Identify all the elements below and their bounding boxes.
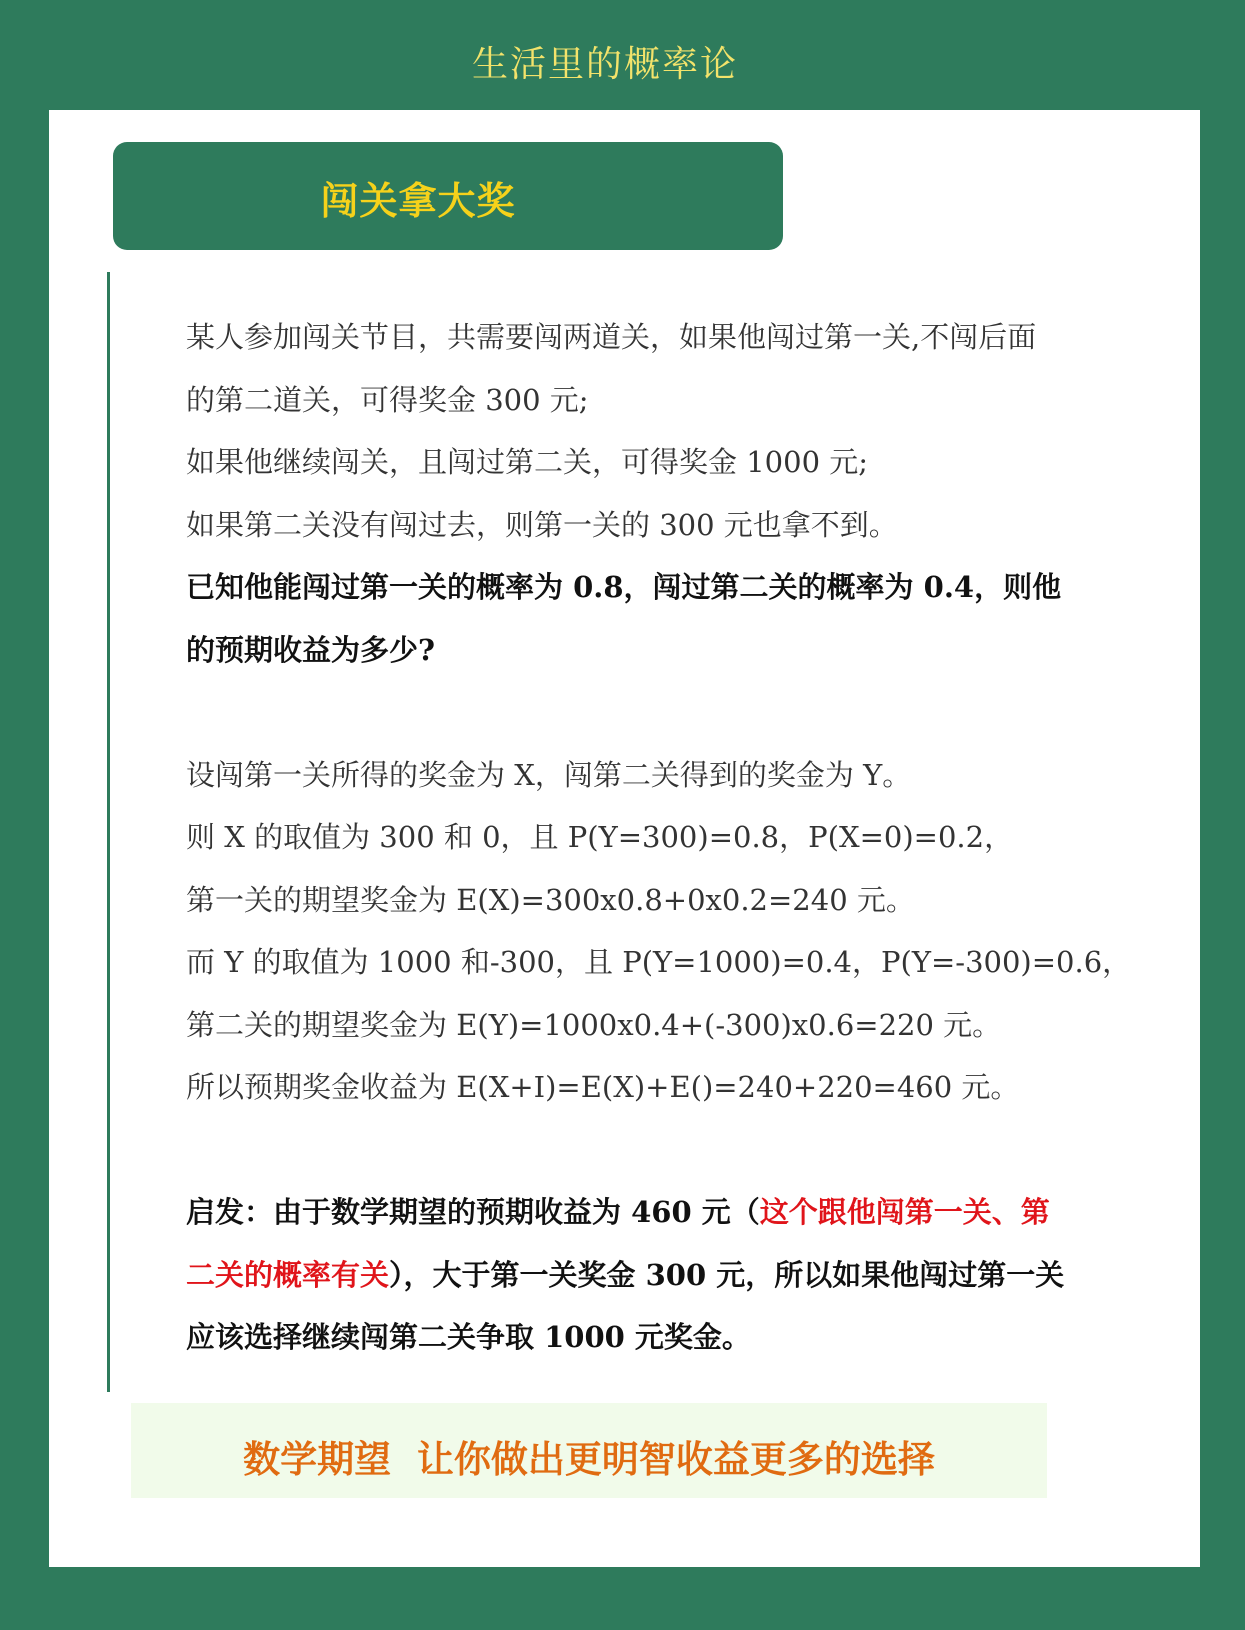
problem-line-4: 如果第二关没有闯过去，则第一关的 300 元也拿不到。 [186, 507, 898, 542]
spacer [186, 1119, 1176, 1182]
solution-line-4: 而 Y 的取值为 1000 和-300，且 P(Y=1000)=0.4，P(Y=-300)=0.6， [186, 945, 1132, 979]
insight-highlight-1: 这个跟他闯第一关、第 [759, 1195, 1050, 1229]
article-body [186, 306, 1176, 1369]
slogan-box [131, 1403, 1047, 1498]
insight-text-1: 启发：由于数学期望的预期收益为 460 元（ [186, 1195, 760, 1229]
page-title: 生活里的概率论 [471, 44, 738, 85]
solution-line-5: 第二关的期望奖金为 E(Y)=1000x0.4+(-300)x0.6=220 元。 [186, 1007, 1002, 1042]
problem-line-2: 的第二道关，可得奖金 300 元; [186, 382, 589, 417]
solution-line-1: 设闯第一关所得的奖金为 X，闯第二关得到的奖金为 Y。 [186, 757, 912, 792]
insight-text-2: ），大于第一关奖金 300 元，所以如果他闯过第一关 [389, 1257, 1065, 1292]
solution-line-6: 所以预期奖金收益为 E(X+I)=E(X)+E()=240+220=460 元。 [186, 1070, 1020, 1104]
section-banner [113, 142, 783, 250]
question-line-1: 已知他能闯过第一关的概率为 0.8，闯过第二关的概率为 0.4，则他 [186, 570, 1062, 604]
insight-highlight-2: 二关的概率有关 [186, 1257, 390, 1292]
slogan-text: 数学期望 让你做出更明智收益更多的选择 [243, 1438, 935, 1481]
solution-line-3: 第一关的期望奖金为 E(X)=300x0.8+0x0.2=240 元。 [186, 882, 915, 917]
insight-text-3: 应该选择继续闯第二关争取 1000 元奖金。 [186, 1320, 751, 1354]
side-divider [107, 272, 110, 1392]
insight-paragraph [186, 1181, 1176, 1369]
problem-line-3: 如果他继续闯关，且闯过第二关，可得奖金 1000 元; [186, 445, 869, 479]
question-line-2: 的预期收益为多少? [186, 632, 435, 667]
spacer [186, 681, 1176, 744]
problem-line-1: 某人参加闯关节目，共需要闯两道关，如果他闯过第一关,不闯后面 [186, 320, 1037, 354]
banner-title: 闯关拿大奖 [320, 179, 516, 223]
content-card [49, 110, 1200, 1567]
solution-line-2: 则 X 的取值为 300 和 0，且 P(Y=300)=0.8，P(X=0)=0.2， [186, 820, 1014, 854]
